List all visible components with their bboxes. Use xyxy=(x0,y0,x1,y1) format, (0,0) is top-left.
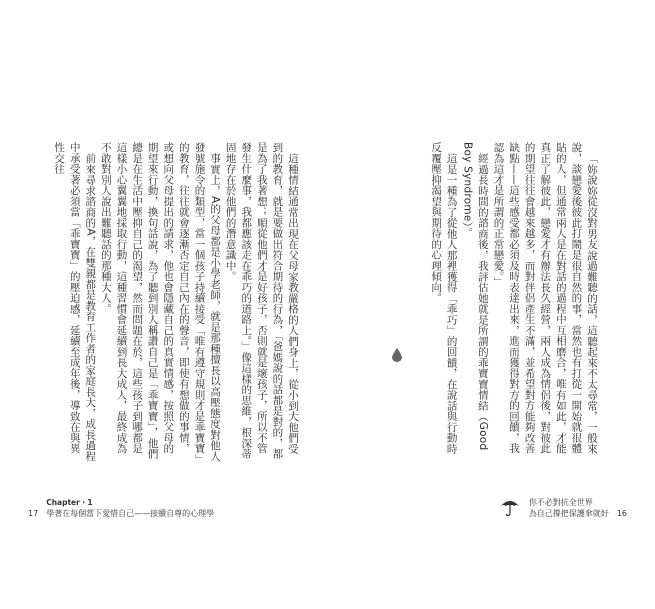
page-number-right: 16 xyxy=(616,509,627,518)
chapter-label: Chapter・1 xyxy=(46,498,93,507)
left-footer xyxy=(28,497,214,519)
paragraph: 「妳說妳從沒對男友說過難聽的話，這聽起來不太尋常，一般來說，談戀愛後彼此打鬧是很自然的事，當然也有打從一開始就很體貼的人，但通常兩人是在對話的過程中互相磨合，唯有如此，才能真正了解彼此，戀愛才有辦法長久經營，兩人成為情侶後，對彼此的期望往往會越來越多，而對伴侶產生不滿，並希望對方能夠改善缺點——這些感受都必須及時表達出來，進而獲得對方的回饋，我認為這才是所謂的正常戀愛。」 xyxy=(492,142,598,454)
umbrella-icon xyxy=(499,495,521,517)
paragraph: 事實上，A的父母都是小學老師，就是那種擅長以高壓態度對他人發號施令的類型，當一個孩子持續接受「唯有遵守規則才是乖寶寶」的教育，往往就會逐漸否定自己內在的聲音，即使有想做的事情，或想向父母提出的請求，他也會隱藏自己的真實情感，按照父母的期望來行動，換句話說，為了聽到別人稱讚自己是「乖寶寶」，他們總是在生活中壓抑自己的渴望，然而問題在於，這些孩子到哪都是這樣小心翼翼地採取行動，這種習慣會延續到長大成人，最終成為不敢對別人說出難聽話的那種大人。 xyxy=(99,142,222,461)
water-drop-icon xyxy=(392,348,402,362)
left-page-text xyxy=(52,142,300,464)
paragraph: 這是一種為了從他人那裡獲得「乖巧」的回饋，在說話與行動時反覆壓抑渴望與期待的心理傾向。 xyxy=(430,142,458,454)
paragraph: 這種情結通常出現在父母家教嚴格的人們身上，從小到大他們受到的教育，就是要做出符合期待的行為，「爸媽說的話都是對的，都是為了我著想；順從他們才是好孩子，否則就是壞孩子，所以不管發生什麼事，我都應該走在乖巧的道路上。」像這樣的思維，根深蒂固地存在於他們的潛意識中。 xyxy=(224,142,299,460)
paragraph: 經過長時間的諮商後，我評估她就是所謂的乖寶寶情結（Good Boy Syndrome）。 xyxy=(461,142,489,450)
book-title-line-2: 為自己撐把保護傘就好 xyxy=(528,509,609,518)
chapter-title: 學著在每個當下愛惜自己——接續自尊的心理學 xyxy=(46,509,215,518)
paragraph: 前來尋求諮商的A，在雙親都是教育工作者的家庭長大，成長過程中承受著必須當「乖寶寶」的壓迫感，延續至成年後，導致在與異性交往 xyxy=(53,142,97,461)
book-title-line-1: 你不必對抗全世界 xyxy=(528,498,593,507)
right-footer xyxy=(499,497,627,519)
page-number-left: 17 xyxy=(28,509,39,518)
right-page-text xyxy=(343,142,599,464)
